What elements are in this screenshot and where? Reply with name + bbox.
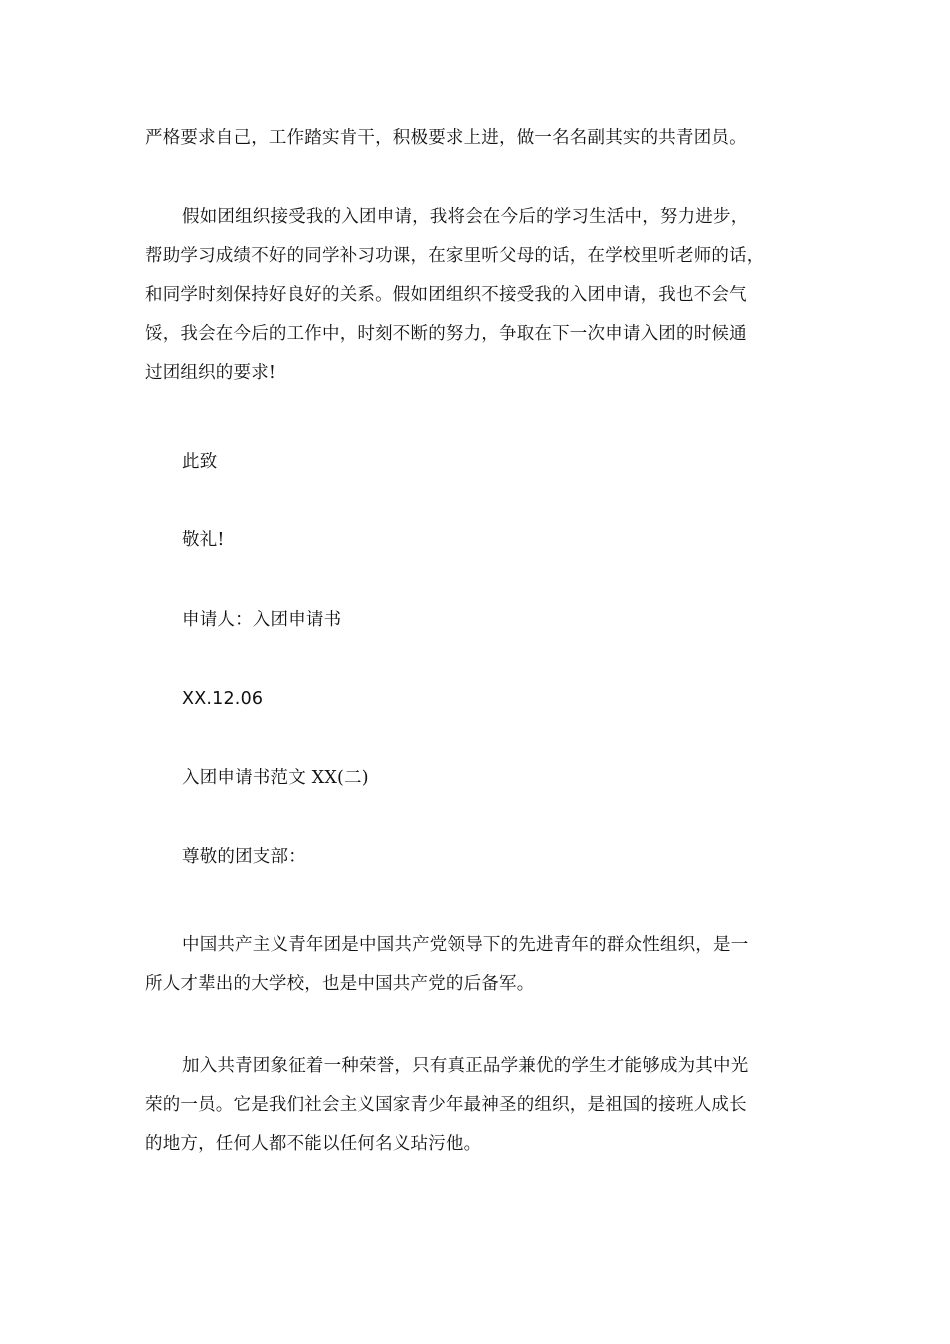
- applicant-signature: [145, 601, 810, 640]
- closing-regards: [145, 521, 810, 560]
- text-line: 假如团组织接受我的入团申请，我将会在今后的学习生活中，努力进步，: [182, 207, 749, 227]
- text-line: 申请人：入团申请书: [182, 610, 342, 630]
- text-line: 加入共青团象征着一种荣誉，只有真正品学兼优的学生才能够成为其中光: [182, 1056, 749, 1076]
- text-line: 此致: [182, 452, 218, 472]
- paragraph-application-outcome: [145, 198, 810, 393]
- text-line: 的地方，任何人都不能以任何名义玷污他。: [145, 1134, 482, 1154]
- text-line: 所人才辈出的大学校，也是中国共产党的后备军。: [145, 974, 535, 994]
- text-line: 荣的一员。它是我们社会主义国家青少年最神圣的组织，是祖国的接班人成长: [145, 1095, 747, 1115]
- text-line: 帮助学习成绩不好的同学补习功课，在家里听父母的话，在学校里听老师的话，: [145, 246, 765, 266]
- text-line: XX.12.06: [182, 689, 264, 709]
- section-title: [145, 759, 810, 798]
- text-line: 敬礼!: [182, 530, 225, 550]
- application-date: [145, 680, 810, 719]
- text-line: 入团申请书范文 XX(二): [182, 768, 369, 788]
- closing-salutation: [145, 443, 810, 482]
- paragraph-honor: [145, 1047, 810, 1164]
- text-line: 过团组织的要求!: [145, 363, 277, 383]
- text-line: 中国共产主义青年团是中国共产党领导下的先进青年的群众性组织，是一: [182, 935, 749, 955]
- letter-greeting: [145, 838, 810, 877]
- text-line: 严格要求自己，工作踏实肯干，积极要求上进，做一名名副其实的共青团员。: [145, 128, 747, 148]
- text-line: 尊敬的团支部：: [182, 847, 306, 867]
- paragraph-continuation: [145, 119, 810, 158]
- text-line: 和同学时刻保持好良好的关系。假如团组织不接受我的入团申请，我也不会气: [145, 285, 747, 305]
- paragraph-league-introduction: [145, 926, 810, 1004]
- text-line: 馁，我会在今后的工作中，时刻不断的努力，争取在下一次申请入团的时候通: [145, 324, 747, 344]
